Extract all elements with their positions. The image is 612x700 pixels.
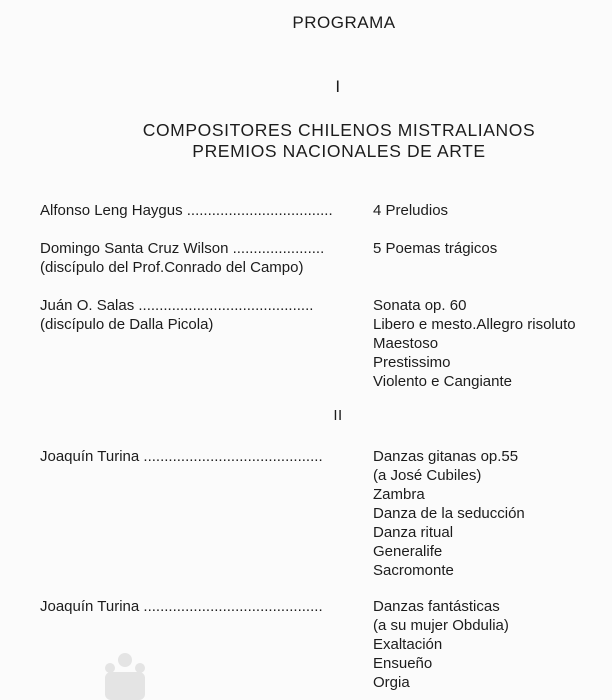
section-heading-line-1: COMPOSITORES CHILENOS MISTRALIANOS xyxy=(142,120,536,140)
work-movement: Prestissimo xyxy=(373,354,451,371)
work-movement: Sacromonte xyxy=(373,562,454,579)
composer-name: Juán O. Salas .......................................... xyxy=(40,297,314,314)
work-title: 4 Preludios xyxy=(373,202,449,219)
program-entry-works xyxy=(373,597,612,692)
work-title: Danzas gitanas op.55 xyxy=(373,448,519,465)
program-entry-composer xyxy=(40,597,350,616)
work-title: Sonata op. 60 xyxy=(373,297,467,314)
program-entry-works xyxy=(373,447,612,580)
work-movement: Danza de la seducción xyxy=(373,505,525,522)
work-movement: Orgia xyxy=(373,674,410,691)
work-movement: Ensueño xyxy=(373,655,433,672)
composer-name: Joaquín Turina ........................................... xyxy=(40,448,323,465)
composer-name: Joaquín Turina ........................................... xyxy=(40,598,323,615)
section-numeral-2: II xyxy=(333,407,343,424)
work-title: Danzas fantásticas xyxy=(373,598,500,615)
composer-name: Alfonso Leng Haygus ................................... xyxy=(40,202,333,219)
crest-watermark xyxy=(90,640,160,700)
work-title: 5 Poemas trágicos xyxy=(373,240,498,257)
work-movement: Generalife xyxy=(373,543,443,560)
work-movement: Exaltación xyxy=(373,636,443,653)
program-entry-works xyxy=(373,296,612,391)
program-entry-works xyxy=(373,201,612,220)
program-entry-composer xyxy=(40,296,350,334)
program-entry-works xyxy=(373,239,612,258)
program-entry-composer xyxy=(40,447,350,466)
work-dedication: (a su mujer Obdulia) xyxy=(373,617,509,634)
section-numeral-1: I xyxy=(335,77,341,96)
work-movement: Maestoso xyxy=(373,335,439,352)
composer-note: (discípulo del Prof.Conrado del Campo) xyxy=(40,259,304,276)
work-movement: Violento e Cangiante xyxy=(373,373,512,390)
work-movement: Libero e mesto.Allegro risoluto xyxy=(373,316,576,333)
composer-name: Domingo Santa Cruz Wilson ...................... xyxy=(40,240,325,257)
section-heading-line-2: PREMIOS NACIONALES DE ARTE xyxy=(192,141,486,161)
work-dedication: (a José Cubiles) xyxy=(373,467,482,484)
page-title: PROGRAMA xyxy=(292,13,396,32)
program-entry-composer xyxy=(40,239,350,277)
work-movement: Danza ritual xyxy=(373,524,454,541)
work-movement: Zambra xyxy=(373,486,425,503)
composer-note: (discípulo de Dalla Picola) xyxy=(40,316,214,333)
program-entry-composer xyxy=(40,201,350,220)
